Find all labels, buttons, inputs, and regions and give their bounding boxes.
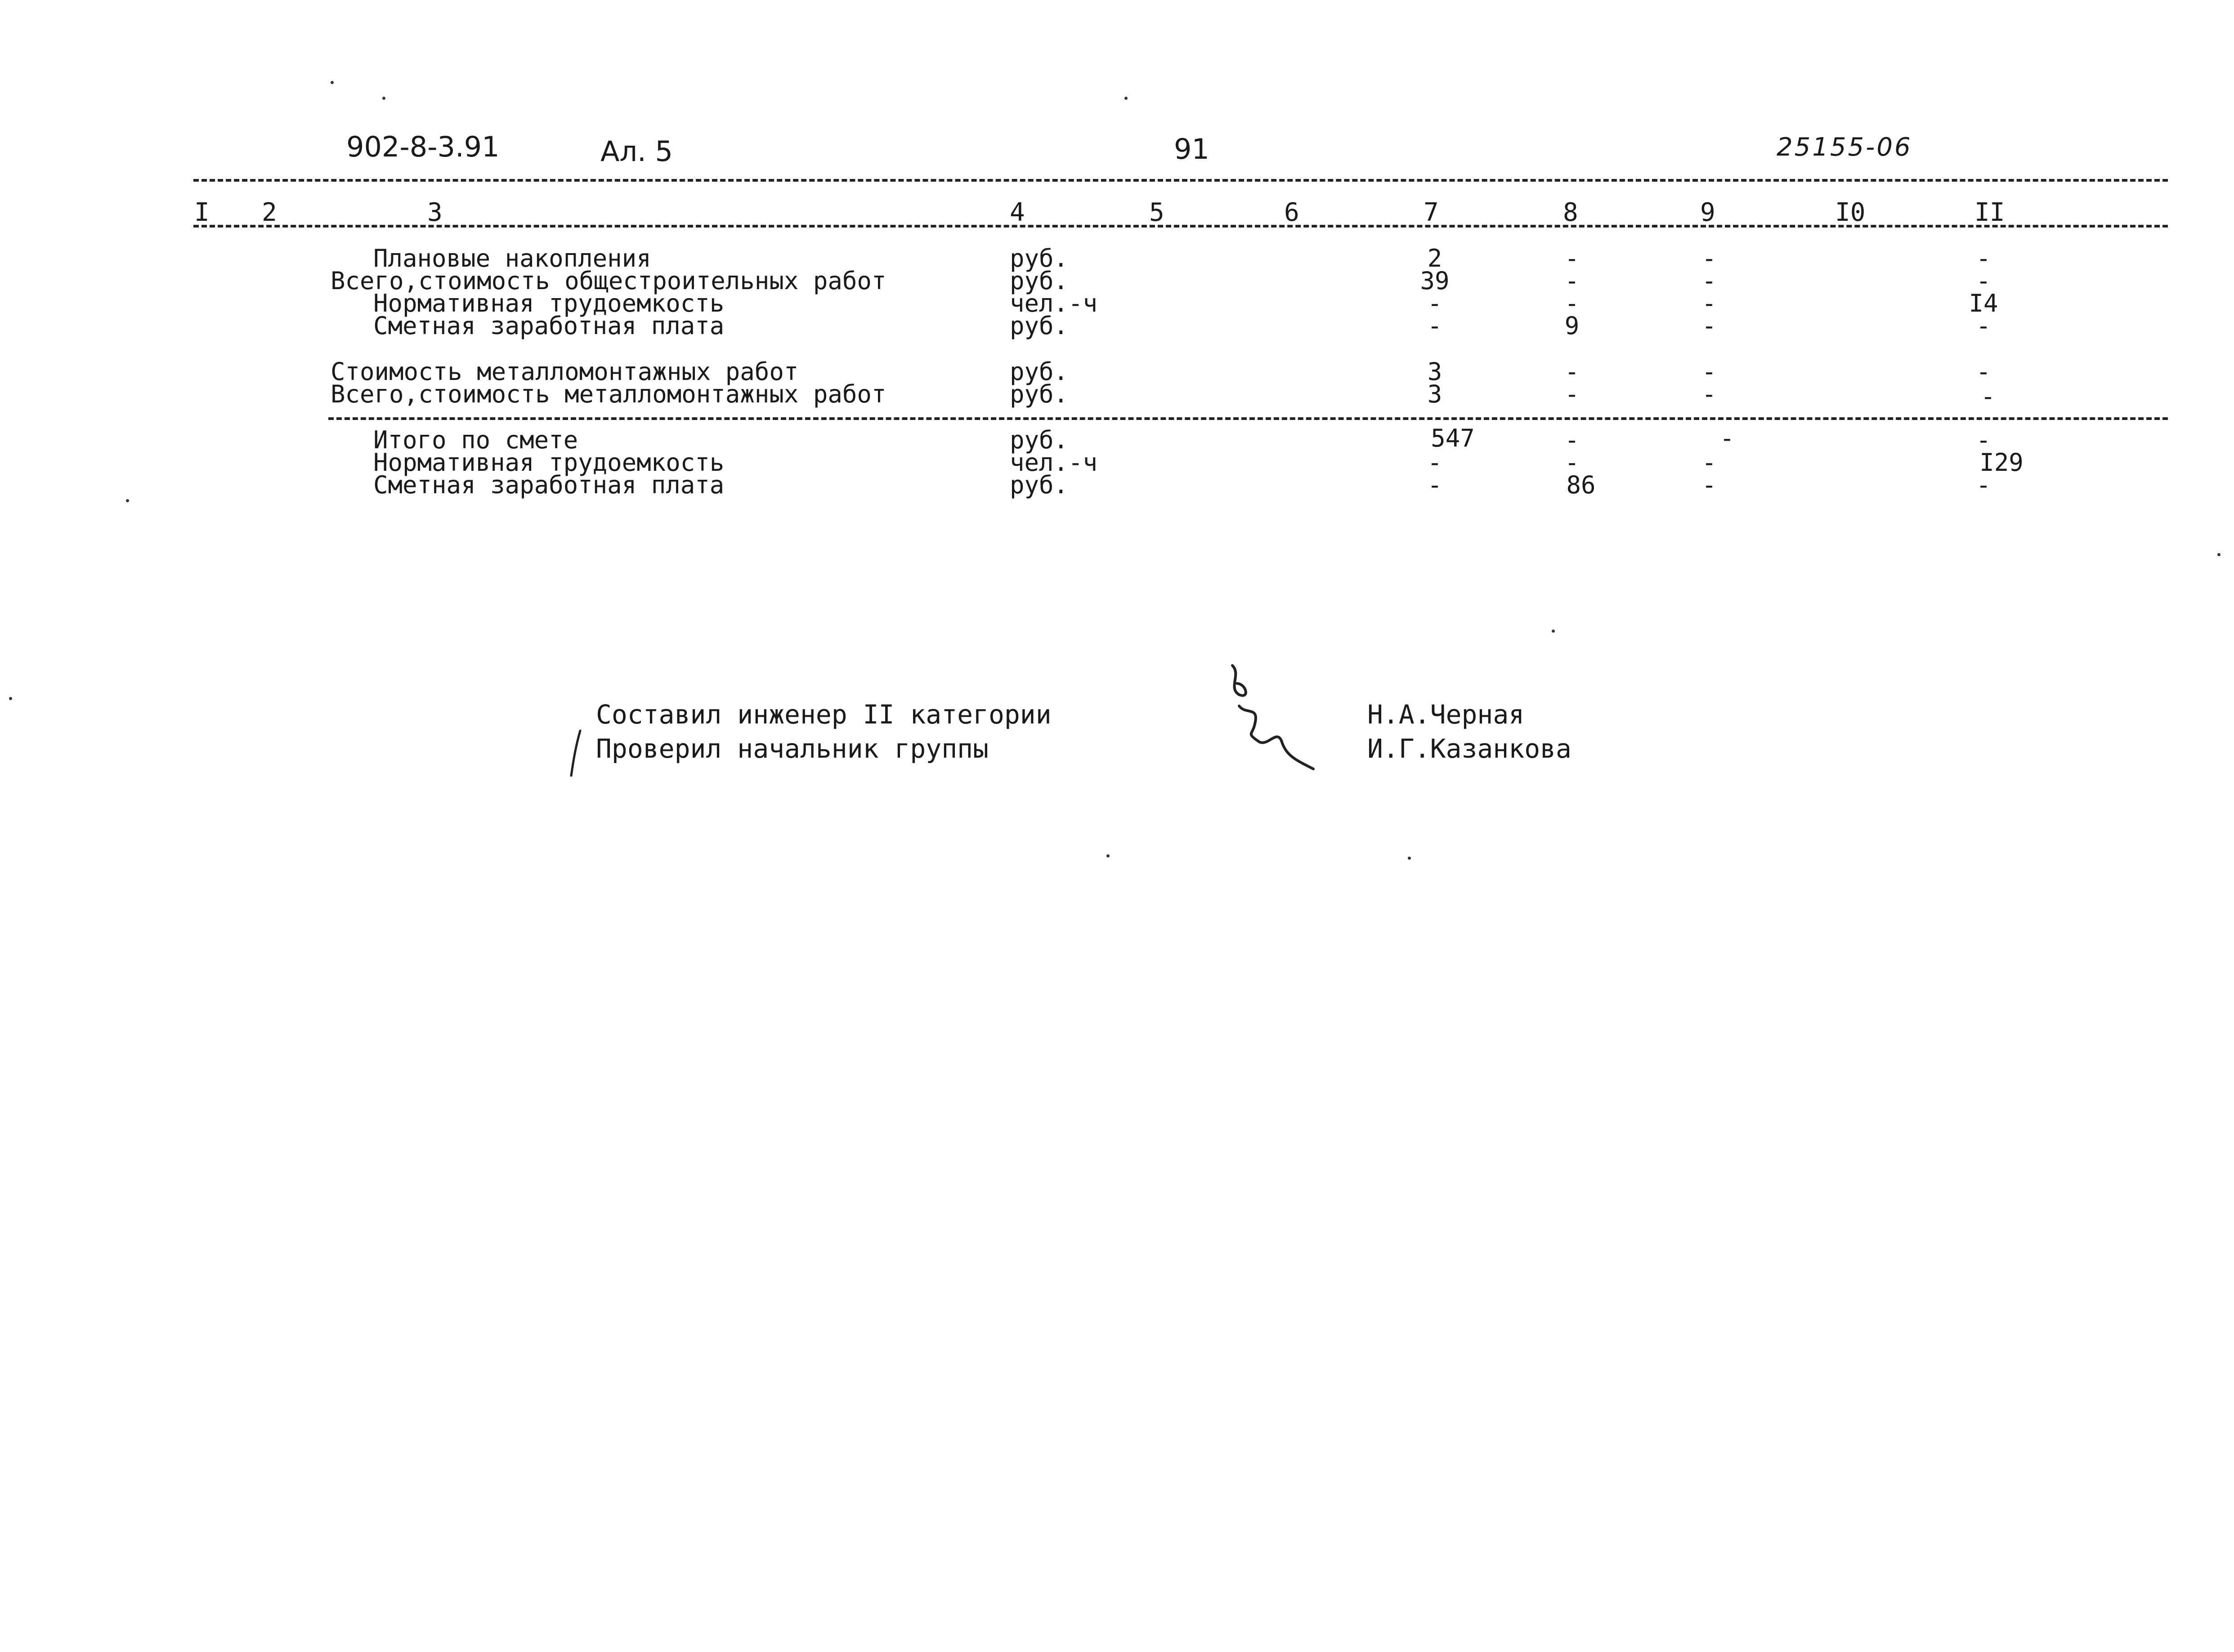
row-unit: руб.	[1010, 426, 1069, 454]
row-col11: -	[1976, 312, 1991, 340]
row-col11: -	[1976, 357, 1991, 386]
row-col8: -	[1564, 448, 1580, 477]
col-number-3: 3	[427, 198, 443, 227]
row-col11: -	[1976, 267, 1991, 295]
row-col7: 547	[1431, 424, 1475, 452]
row-unit: чел.-ч	[1010, 289, 1098, 317]
row-name: Всего,стоимость металломонтажных работ	[331, 380, 886, 408]
row-col11: -	[1976, 471, 1991, 499]
row-col7: 3	[1427, 357, 1442, 386]
row-unit: руб.	[1010, 380, 1069, 408]
row-col8: -	[1564, 426, 1580, 454]
document-code: 902-8-3.91	[346, 130, 500, 163]
col-number-2: 2	[262, 198, 277, 227]
row-name: Итого по смете	[373, 426, 578, 454]
row-unit: руб.	[1010, 244, 1069, 272]
scan-speck	[331, 81, 334, 84]
row-col8: 9	[1564, 312, 1580, 340]
row-col11: I4	[1969, 289, 1998, 317]
row-col11: -	[1976, 426, 1991, 454]
check-mark-stroke	[567, 728, 585, 778]
checked-by-role: Проверил начальник группы	[596, 733, 989, 764]
table-top-rule	[193, 179, 2168, 182]
scan-speck	[1408, 857, 1411, 860]
archive-number: 25155-06	[1777, 133, 1912, 162]
scan-speck	[1106, 854, 1110, 857]
row-name: Сметная заработная плата	[373, 312, 725, 340]
col-number-6: 6	[1284, 198, 1299, 227]
compiled-by-role: Составил инженер II категории	[596, 699, 1052, 730]
row-col8: 86	[1566, 471, 1596, 499]
row-unit: руб.	[1010, 471, 1069, 499]
scan-speck	[126, 499, 129, 502]
scan-speck	[1124, 97, 1128, 100]
row-col8: -	[1564, 380, 1580, 408]
row-col9: -	[1701, 380, 1717, 408]
scan-speck	[2217, 553, 2221, 556]
col-number-9: 9	[1700, 198, 1715, 227]
col-number-1: I	[194, 198, 210, 227]
totals-separator-rule	[328, 417, 2168, 420]
scan-speck	[382, 97, 385, 100]
row-col11: -	[1980, 382, 1996, 411]
row-name: Нормативная трудоемкость	[373, 448, 725, 477]
row-name: Стоимость металломонтажных работ	[331, 357, 799, 386]
row-col9: -	[1701, 471, 1717, 499]
scan-speck	[1552, 630, 1555, 633]
col-number-10: I0	[1835, 198, 1866, 227]
row-col9: -	[1701, 267, 1717, 295]
row-col7: -	[1427, 312, 1442, 340]
row-col7: -	[1427, 289, 1442, 317]
scan-speck	[9, 697, 12, 700]
row-col8: -	[1564, 244, 1580, 272]
row-col7: 39	[1420, 267, 1450, 295]
row-col9: -	[1701, 289, 1717, 317]
row-col7: 2	[1427, 244, 1442, 272]
compiled-by-name: Н.А.Черная	[1367, 699, 1525, 730]
row-col7: -	[1427, 448, 1442, 477]
row-col9: -	[1701, 312, 1717, 340]
row-name: Нормативная трудоемкость	[373, 289, 725, 317]
row-unit: руб.	[1010, 357, 1069, 386]
row-col11: I29	[1979, 448, 2024, 477]
col-number-8: 8	[1563, 198, 1578, 227]
row-unit: чел.-ч	[1010, 448, 1098, 477]
col-number-7: 7	[1424, 198, 1439, 227]
row-col9: -	[1719, 424, 1735, 452]
row-col7: 3	[1427, 380, 1442, 408]
header-bottom-rule	[193, 225, 2168, 228]
row-col9: -	[1701, 448, 1717, 477]
row-col8: -	[1564, 357, 1580, 386]
row-name: Всего,стоимость общестроительных работ	[331, 267, 886, 295]
row-unit: руб.	[1010, 267, 1069, 295]
row-col8: -	[1564, 267, 1580, 295]
row-col8: -	[1564, 289, 1580, 317]
row-name: Плановые накопления	[373, 244, 651, 272]
row-col7: -	[1427, 471, 1442, 499]
page-number: 91	[1174, 133, 1209, 165]
row-name: Сметная заработная плата	[373, 471, 725, 499]
handwritten-signature	[1214, 656, 1322, 778]
col-number-11: II	[1974, 198, 2005, 227]
row-col9: -	[1701, 244, 1717, 272]
col-number-5: 5	[1149, 198, 1164, 227]
sheet-label: Ал. 5	[600, 135, 673, 168]
row-col11: -	[1976, 244, 1991, 272]
checked-by-name: И.Г.Казанкова	[1367, 733, 1571, 764]
row-col9: -	[1701, 357, 1717, 386]
col-number-4: 4	[1010, 198, 1025, 227]
row-unit: руб.	[1010, 312, 1069, 340]
